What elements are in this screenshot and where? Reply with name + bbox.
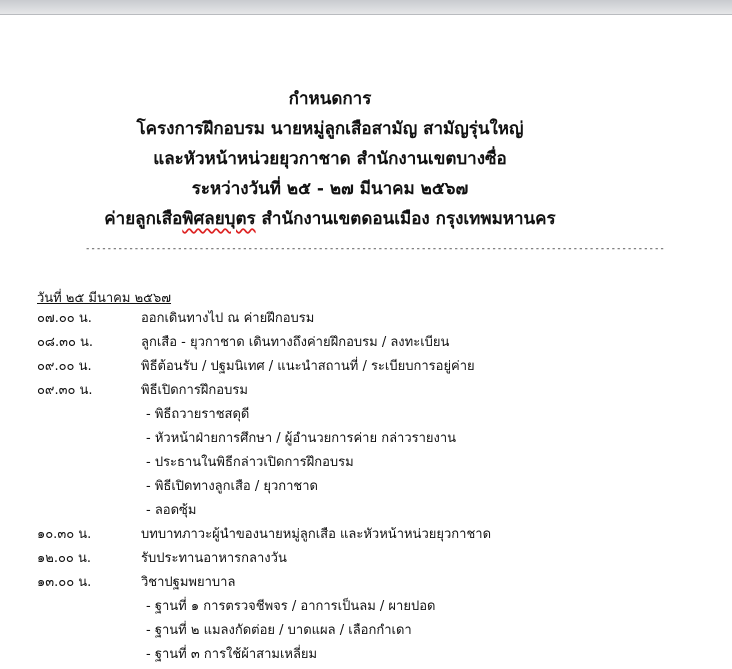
schedule-subitem-text: - ฐานที่ ๑ การตรวจชีพจร / อาการเป็นลม / ผายปอด <box>146 599 436 614</box>
schedule-subitem-text: - ประธานในพิธีกล่าวเปิดการฝึกอบรม <box>146 455 354 470</box>
schedule-subitem <box>0 621 732 645</box>
schedule-row <box>0 381 732 405</box>
schedule-row <box>0 549 732 573</box>
schedule-time: ๐๘.๓๐ น. <box>37 335 94 350</box>
schedule-subitem <box>0 477 732 501</box>
location-suffix: สำนักงานเขตดอนเมือง กรุงเทพมหานคร <box>255 209 556 229</box>
schedule-subitem <box>0 645 732 669</box>
schedule-subitem-text: - ฐานที่ ๓ การใช้ผ้าสามเหลี่ยม <box>146 647 318 662</box>
window-top-bar <box>0 0 732 15</box>
doc-title-dates: ระหว่างวันที่ ๒๕ - ๒๗ มีนาคม ๒๕๖๗ <box>191 179 469 199</box>
schedule-desc: รับประทานอาหารกลางวัน <box>141 551 287 566</box>
spellcheck-flagged-word[interactable]: พิศลยบุตร <box>182 209 256 229</box>
doc-title-project: โครงการฝึกอบรม นายหมู่ลูกเสือสามัญ สามัญรุ่นใหญ่ <box>136 119 524 139</box>
schedule-time: ๑๓.๐๐ น. <box>37 575 92 590</box>
schedule-subitem-text: - พิธีเปิดทางลูกเสือ / ยุวกาชาด <box>146 479 319 494</box>
schedule-subitem <box>0 597 732 621</box>
schedule-subitem <box>0 429 732 453</box>
schedule-time: ๐๙.๐๐ น. <box>37 359 92 374</box>
doc-title-units: และหัวหน้าหน่วยยุวกาชาด สำนักงานเขตบางซื่อ <box>153 149 507 169</box>
schedule-time: ๐๙.๓๐ น. <box>37 383 93 398</box>
schedule-subitem-text: - ลอดซุ้ม <box>146 503 197 518</box>
schedule-time: ๐๗.๐๐ น. <box>37 311 92 326</box>
schedule-desc: บทบาทภาวะผู้นำของนายหมู่ลูกเสือ และหัวหน้าหน่วยยุวกาชาด <box>141 527 492 542</box>
schedule-row <box>0 357 732 381</box>
document-page <box>0 15 732 667</box>
doc-title: กำหนดการ <box>288 89 372 109</box>
schedule-row <box>0 525 732 549</box>
schedule-desc: พิธีต้อนรับ / ปฐมนิเทศ / แนะนำสถานที่ / ระเบียบการอยู่ค่าย <box>141 359 475 374</box>
dashed-divider: ----------------------------------------------------------------------------------------------------------- <box>85 244 665 254</box>
schedule-subitem-text: - พิธีถวายราชสดุดี <box>146 407 250 422</box>
day-heading: วันที่ ๒๕ มีนาคม ๒๕๖๗ <box>37 291 172 306</box>
schedule-desc: ออกเดินทางไป ณ ค่ายฝึกอบรม <box>141 311 315 326</box>
schedule-time: ๑๒.๐๐ น. <box>37 551 91 566</box>
schedule-subitem <box>0 453 732 477</box>
schedule-row <box>0 573 732 597</box>
schedule-subitem <box>0 405 732 429</box>
schedule-desc: พิธีเปิดการฝึกอบรม <box>141 383 248 398</box>
schedule-subitem <box>0 501 732 525</box>
schedule-desc: วิชาปฐมพยาบาล <box>141 575 236 590</box>
schedule-desc: ลูกเสือ - ยุวกาชาด เดินทางถึงค่ายฝึกอบรม / ลงทะเบียน <box>141 335 450 350</box>
schedule-row <box>0 333 732 357</box>
schedule-time: ๑๐.๓๐ น. <box>37 527 92 542</box>
schedule-row <box>0 309 732 333</box>
doc-title-location <box>0 207 660 231</box>
location-prefix: ค่ายลูกเสือ <box>104 209 183 229</box>
schedule-subitem-text: - ฐานที่ ๒ แมลงกัดต่อย / บาดแผล / เลือกกำเดา <box>146 623 412 638</box>
schedule-subitem-text: - หัวหน้าฝ่ายการศึกษา / ผู้อำนวยการค่าย กล่าวรายงาน <box>146 431 457 446</box>
